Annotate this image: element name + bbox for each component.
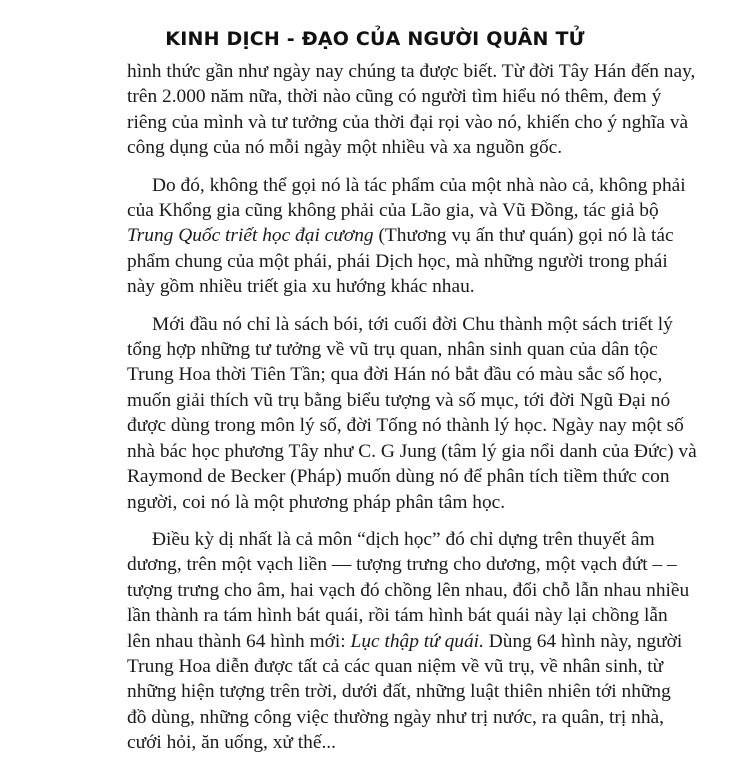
text-line: phẩm chung của một phái, phái Dịch học, mà những người trong phái [127,250,668,272]
text-line: đồ dùng, những công việc thường ngày như trị nước, ra quân, trị nhà, [127,706,664,728]
text-line: công dụng của nó mỗi ngày một nhiều và xa nguồn gốc. [127,137,563,159]
text-line: lần thành ra tám hình bát quái, rồi tám hình bát quái này lại chồng lẫn [127,605,668,627]
text-line [127,223,674,248]
text-line: Do đó, không thể gọi nó là tác phẩm của một nhà nào cả, không phải [152,174,686,196]
text-line: người, coi nó là một phương pháp phân tâm học. [127,491,506,513]
text-line: nhà bác học phương Tây như C. G Jung (tâm lý gia nổi danh của Đức) và [127,440,697,462]
text-line: muốn giải thích vũ trụ bằng biểu tượng và số mục, tới đời Ngũ Đại nó [127,389,671,411]
text-line: của Khổng gia cũng không phải của Lão gia, và Vũ Đồng, tác giả bộ [127,200,659,222]
text-line: tượng trưng cho âm, hai vạch đó chồng lên nhau, đổi chỗ lẫn nhau nhiều [127,579,690,601]
text-line: Mới đầu nó chỉ là sách bói, tới cuối đời Chu thành một sách triết lý [152,313,673,335]
paragraph-2 [127,173,686,300]
book-title-italic: Trung Quốc triết học đại cương [127,225,374,247]
text-line: được dùng trong môn lý số, đời Tống nó thành lý học. Ngày nay một số [127,415,684,437]
term-italic: Lục thập tứ quái. [350,630,484,652]
text-line: riêng của mình và tư tưởng của thời đại rọi vào nó, khiến cho ý nghĩa và [127,111,689,133]
text-line: Trung Hoa thời Tiên Tần; qua đời Hán nó bắt đầu có màu sắc số học, [127,364,663,386]
text-line: Raymond de Becker (Pháp) muốn dùng nó để phân tích tiềm thức con [127,466,670,488]
paragraph-3 [127,312,697,515]
body-text [127,59,697,768]
text-span: lên nhau thành 64 hình mới: [127,630,351,652]
text-line: hình thức gần như ngày nay chúng ta được biết. Từ đời Tây Hán đến nay, [127,61,696,82]
text-line: cưới hỏi, ăn uống, xử thế... [127,732,336,754]
paragraph-1 [127,59,696,161]
text-span: (Thương vụ ấn thư quán) gọi nó là tác [373,225,674,247]
text-line: những hiện tượng trên trời, dưới đất, những luật thiên nhiên tới những [127,681,671,703]
text-line [127,629,683,654]
text-line: này gồm nhiều triết gia xu hướng khác nhau. [127,276,475,298]
text-line: Trung Hoa diễn được tất cả các quan niệm về vũ trụ, về nhân sinh, từ [127,655,664,677]
text-line: dương, trên một vạch liền — tượng trưng cho dương, một vạch đứt – – [127,554,677,576]
text-line: Điều kỳ dị nhất là cả môn “dịch học” đó chỉ dựng trên thuyết âm [152,528,655,550]
text-line: tổng hợp những tư tưởng về vũ trụ quan, nhân sinh quan của dân tộc [127,339,658,361]
paragraph-4 [127,527,690,756]
text-span: Dùng 64 hình này, người [483,630,683,652]
running-header-title: KINH DỊCH - ĐẠO CỦA NGƯỜI QUÂN TỬ [165,28,585,50]
text-line: trên 2.000 năm nữa, thời nào cũng có người tìm hiểu nó thêm, đem ý [127,86,662,108]
